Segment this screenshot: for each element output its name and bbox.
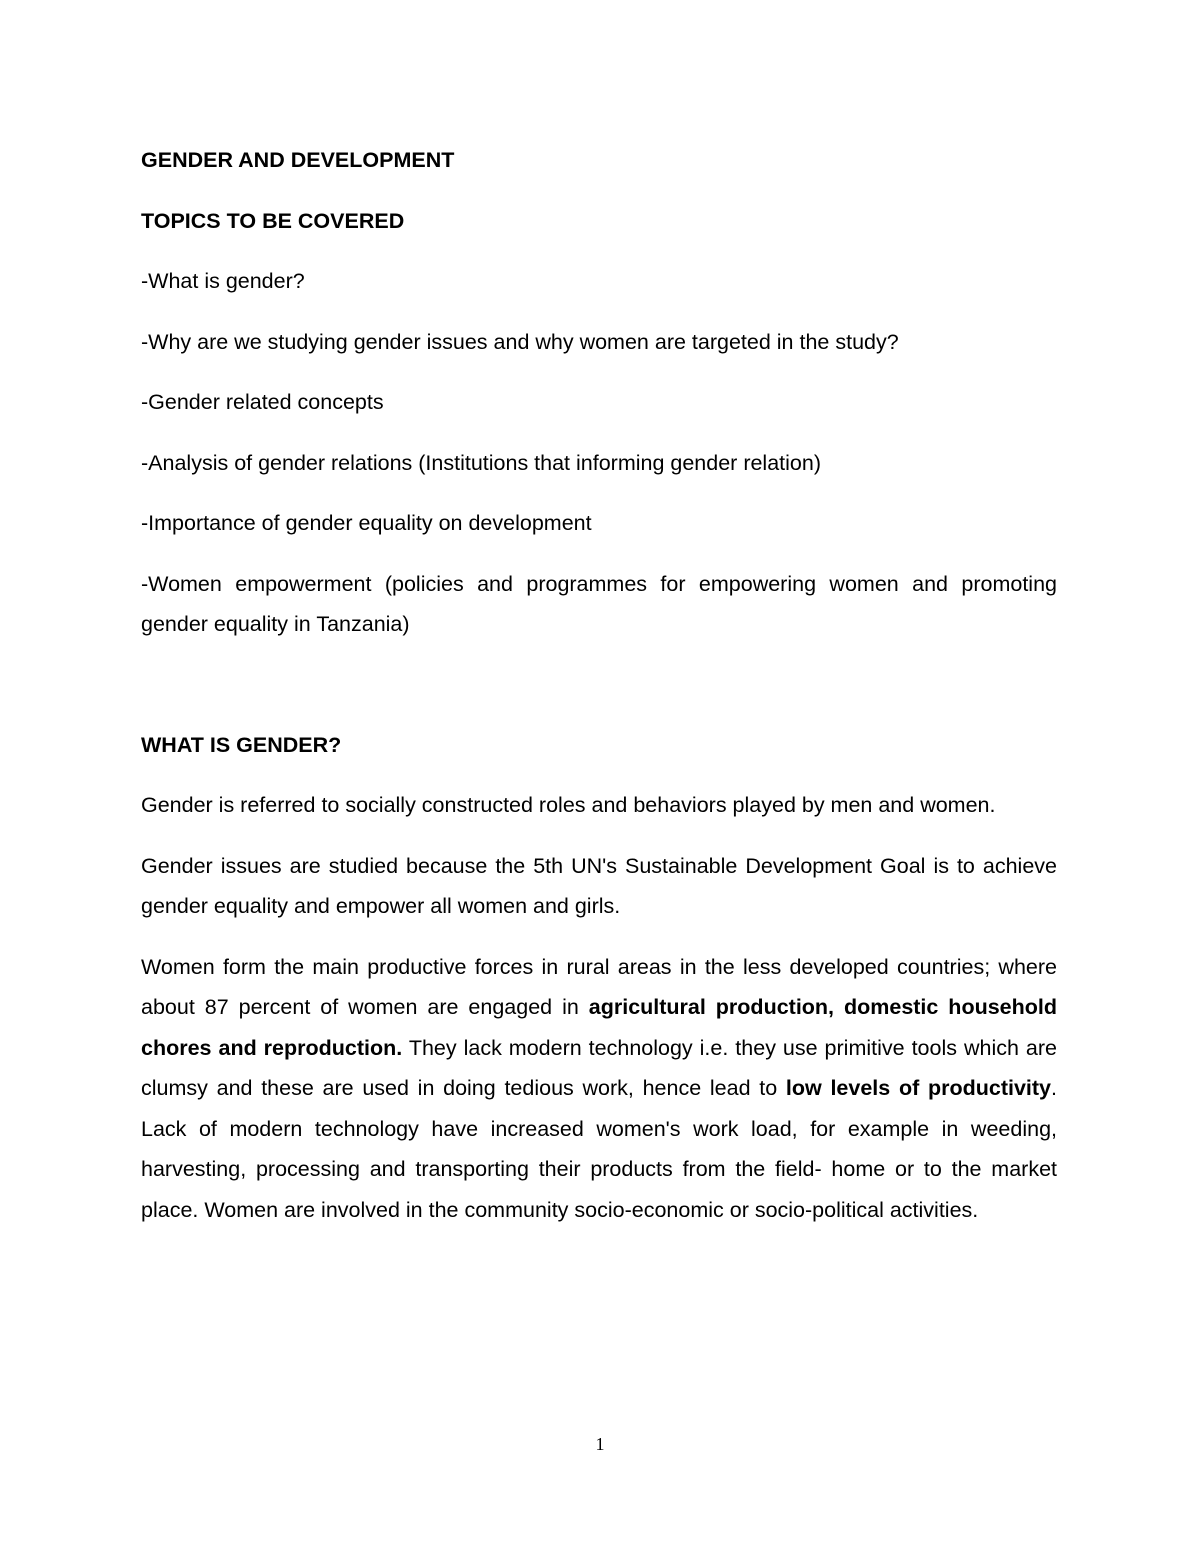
- topic-item: -Why are we studying gender issues and why women are targeted in the study?: [141, 329, 899, 354]
- paragraph-rural-women: [141, 947, 1057, 1231]
- paragraph-definition: Gender is referred to socially constructed roles and behaviors played by men and women.: [141, 793, 996, 817]
- section-heading: WHAT IS GENDER?: [141, 732, 342, 757]
- topic-item: -Gender related concepts: [141, 390, 384, 414]
- topic-item: -Analysis of gender relations (Institutions that informing gender relation): [141, 450, 821, 475]
- page-number: 1: [595, 1434, 605, 1454]
- paragraph-sdg: Gender issues are studied because the 5th UN's Sustainable Development Goal is to achieve gender equality and empower all women and girls.: [141, 853, 1057, 918]
- bold-phrase: low levels of productivity: [785, 1076, 1052, 1100]
- document-title: GENDER AND DEVELOPMENT: [141, 148, 455, 172]
- topic-item: -Women empowerment (policies and programmes for empowering women and promoting gender equality in Tanzania): [141, 571, 1057, 636]
- topic-item: -Importance of gender equality on development: [141, 511, 592, 535]
- bold-phrase: agricultural production, domestic household chores and reproduction.: [141, 995, 1057, 1060]
- topics-heading: TOPICS TO BE COVERED: [141, 208, 405, 233]
- paragraph-text: . Lack of modern technology have increased women's work load, for example in weeding, harvesting, processing and transporting their products from the field- home or to the market place. Women are involved in the community socio-economic or socio-political activities.: [141, 1076, 1057, 1222]
- paragraph-text: Women form the main productive forces in rural areas in the less developed countries; where about 87 percent of women are engaged in: [141, 954, 1057, 1019]
- paragraph-text: They lack modern technology i.e. they use primitive tools which are clumsy and these are used in doing tedious work, hence lead to: [141, 1035, 1057, 1100]
- document-body: [141, 140, 1057, 1230]
- topic-item: -What is gender?: [141, 269, 305, 293]
